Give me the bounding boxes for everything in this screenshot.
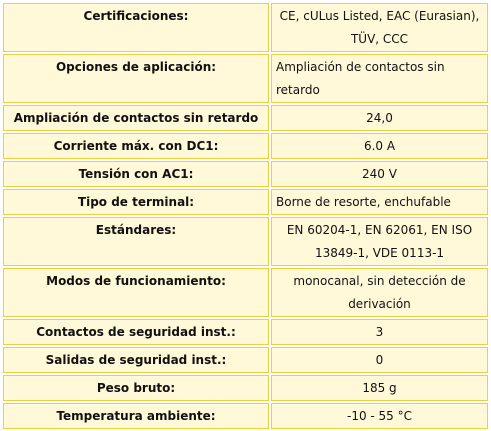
spec-value: 6.0 A [271, 133, 488, 159]
spec-value: monocanal, sin detección de derivación [271, 268, 488, 317]
table-row [3, 268, 488, 317]
spec-label: Peso bruto: [3, 375, 269, 401]
spec-value: 240 V [271, 161, 488, 187]
spec-label: Modos de funcionamiento: [3, 268, 269, 317]
spec-table [1, 1, 490, 431]
table-row [3, 54, 488, 103]
spec-label: Salidas de seguridad inst.: [3, 347, 269, 373]
spec-label: Tensión con AC1: [3, 161, 269, 187]
spec-label: Estándares: [3, 217, 269, 266]
table-row [3, 375, 488, 401]
table-row [3, 217, 488, 266]
spec-label: Ampliación de contactos sin retardo [3, 105, 269, 131]
spec-value: -10 - 55 °C [271, 403, 488, 429]
spec-value: 0 [271, 347, 488, 373]
spec-label: Corriente máx. con DC1: [3, 133, 269, 159]
spec-value: 3 [271, 319, 488, 345]
spec-label: Temperatura ambiente: [3, 403, 269, 429]
table-row [3, 105, 488, 131]
spec-value: CE, cULus Listed, EAC (Eurasian), TÜV, CCC [271, 3, 488, 52]
spec-label: Certificaciones: [3, 3, 269, 52]
spec-value: 185 g [271, 375, 488, 401]
spec-label: Contactos de seguridad inst.: [3, 319, 269, 345]
spec-label: Tipo de terminal: [3, 189, 269, 215]
table-row [3, 3, 488, 52]
spec-value: EN 60204-1, EN 62061, EN ISO 13849-1, VDE 0113-1 [271, 217, 488, 266]
table-row [3, 133, 488, 159]
table-row [3, 161, 488, 187]
table-row [3, 319, 488, 345]
spec-value: 24,0 [271, 105, 488, 131]
spec-value: Borne de resorte, enchufable [271, 189, 488, 215]
table-row [3, 403, 488, 429]
spec-value: Ampliación de contactos sin retardo [271, 54, 488, 103]
spec-label: Opciones de aplicación: [3, 54, 269, 103]
table-row [3, 189, 488, 215]
table-row [3, 347, 488, 373]
